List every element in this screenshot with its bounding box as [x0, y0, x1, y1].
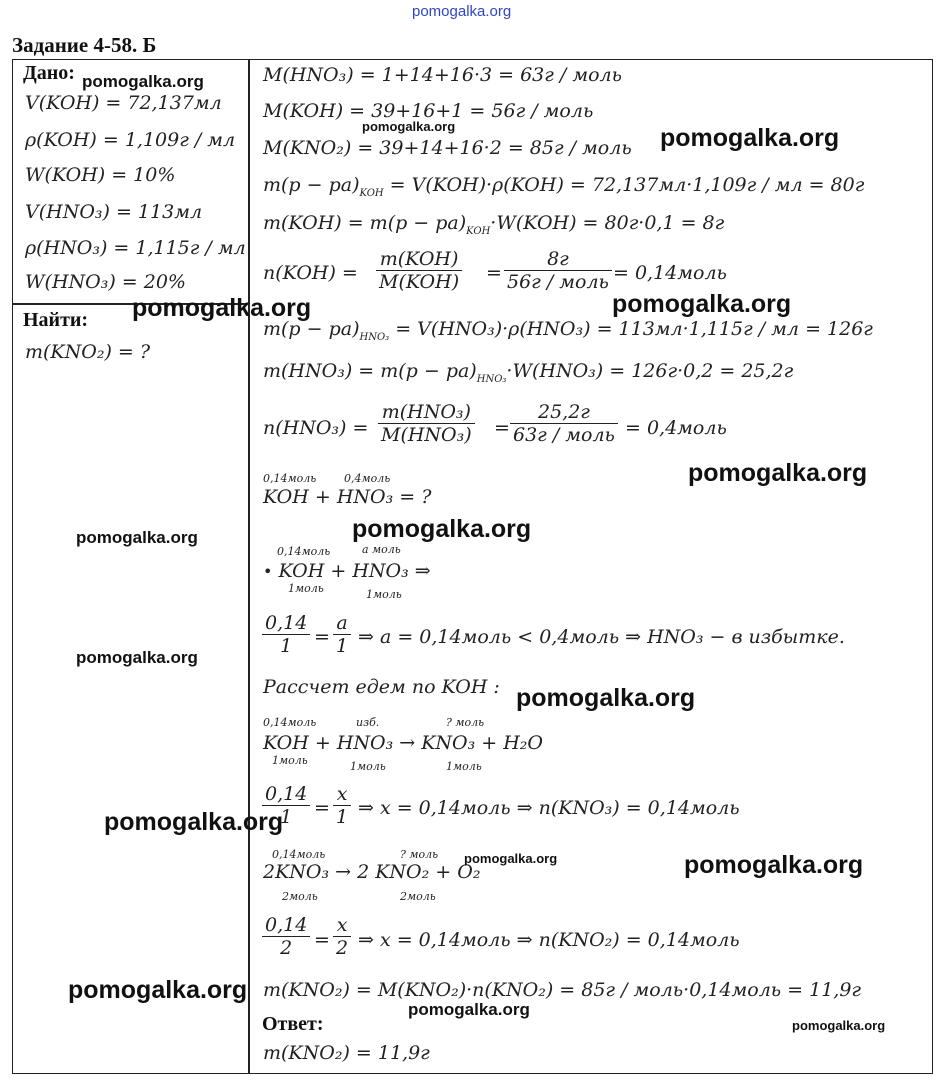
watermark: pomogalka.org — [464, 851, 558, 866]
equals-sign: = — [314, 797, 330, 819]
fraction: а 1 — [333, 612, 351, 657]
solution-line: ⇒ а = 0,14моль < 0,4моль ⇒ HNO₃ − в избытке. — [358, 626, 845, 648]
calculation-note: Рассчет едем по KOH : — [263, 676, 500, 698]
reaction-annotation: ? моль — [446, 716, 485, 729]
formula-lhs: n(KOH) = — [263, 262, 358, 284]
watermark: pomogalka.org — [82, 72, 204, 91]
watermark: pomogalka.org — [684, 851, 864, 879]
reaction-annotation: 1моль — [350, 760, 386, 773]
watermark: pomogalka.org — [408, 1000, 530, 1019]
reaction-annotation: 1моль — [446, 760, 482, 773]
solution-line: $m(KOH) = m(р - ра)_{KOH}\cdot W(KOH) = 80г\cdot 0,1 = 8г$ — [263, 212, 725, 237]
header-watermark: pomogalka.org — [412, 3, 512, 20]
reaction-annotation: 1моль — [366, 588, 402, 601]
fraction: m(HNO₃) M(HNO₃) — [378, 401, 475, 446]
watermark: pomogalka.org — [660, 124, 840, 152]
answer-value: m(KNO₂) = 11,9г — [263, 1042, 430, 1064]
formula-result: = 0,14моль — [613, 262, 727, 284]
watermark: pomogalka.org — [792, 1018, 886, 1033]
formula-result: = 0,4моль — [625, 417, 727, 439]
reaction-equation: KOH + HNO₃ = ? — [263, 486, 432, 508]
fraction: 8г 56г / моль — [504, 248, 612, 293]
fraction: 0,14 1 — [262, 783, 310, 828]
fraction: 0,14 1 — [262, 612, 310, 657]
watermark: pomogalka.org — [362, 119, 456, 134]
reaction-equation: 2KNO₃ → 2 KNO₂ + O₂ — [263, 861, 481, 883]
watermark: pomogalka.org — [76, 648, 198, 667]
fraction: 0,14 2 — [262, 914, 310, 959]
solution-line: M(KNO₂) = 39+14+16·2 = 85г / моль — [263, 137, 632, 159]
reaction-annotation: изб. — [356, 716, 380, 729]
reaction-annotation: 0,14моль — [277, 545, 331, 558]
find-label: Найти: — [23, 309, 89, 331]
watermark: pomogalka.org — [76, 528, 198, 547]
watermark: pomogalka.org — [132, 294, 312, 322]
equals-sign: = — [314, 929, 330, 951]
solution-line: M(HNO₃) = 1+14+16·3 = 63г / моль — [263, 64, 622, 86]
watermark: pomogalka.org — [612, 290, 792, 318]
watermark: pomogalka.org — [104, 808, 284, 836]
reaction-equation: KOH + HNO₃ → KNO₃ + H₂O — [263, 732, 543, 754]
solution-line: M(KOH) = 39+16+1 = 56г / моль — [263, 100, 594, 122]
solution-line: ⇒ x = 0,14моль ⇒ n(KNO₃) = 0,14моль — [358, 797, 740, 819]
reaction-equation: • KOH + HNO₃ ⇒ — [263, 560, 431, 582]
equals-sign: = — [486, 262, 502, 284]
reaction-annotation: а моль — [362, 543, 401, 556]
fraction: m(KOH) M(KOH) — [376, 248, 462, 293]
given-item: ρ(KOH) = 1,109г / мл — [25, 129, 236, 151]
reaction-annotation: 0,14моль — [263, 472, 317, 485]
fraction: x 1 — [333, 783, 351, 828]
reaction-annotation: 0,14моль — [263, 716, 317, 729]
column-divider — [248, 59, 250, 1074]
reaction-annotation: 2моль — [282, 890, 318, 903]
solution-line: $m(HNO_3) = m(р - ра)_{HNO_3}\cdot W(HNO_3) = 126г\cdot 0,2 = 25,2г$ — [263, 360, 794, 385]
given-label: Дано: — [23, 62, 75, 84]
watermark: pomogalka.org — [688, 459, 868, 487]
reaction-annotation: 0,4моль — [344, 472, 391, 485]
given-item: W(HNO₃) = 20% — [25, 271, 186, 293]
watermark: pomogalka.org — [68, 976, 248, 1004]
reaction-annotation: ? моль — [400, 848, 439, 861]
given-item: V(HNO₃) = 113мл — [25, 201, 203, 223]
given-item: ρ(HNO₃) = 1,115г / мл — [25, 237, 246, 259]
watermark: pomogalka.org — [352, 515, 532, 543]
reaction-annotation: 0,14моль — [272, 848, 326, 861]
answer-label: Ответ: — [262, 1013, 324, 1035]
given-item: W(KOH) = 10% — [25, 164, 176, 186]
fraction: x 2 — [333, 914, 351, 959]
solution-line: ⇒ x = 0,14моль ⇒ n(KNO₂) = 0,14моль — [358, 929, 740, 951]
formula-lhs: n(HNO₃) = — [263, 417, 369, 439]
find-item: m(KNO₂) = ? — [25, 341, 151, 363]
given-item: V(KOH) = 72,137мл — [25, 92, 222, 114]
reaction-annotation: 2моль — [400, 890, 436, 903]
equals-sign: = — [494, 417, 510, 439]
fraction: 25,2г 63г / моль — [510, 401, 618, 446]
equals-sign: = — [314, 626, 330, 648]
final-calculation: m(KNO₂) = M(KNO₂)·n(KNO₂) = 85г / моль·0,14моль = 11,9г — [263, 979, 862, 1001]
reaction-annotation: 1моль — [272, 754, 308, 767]
task-title: Задание 4-58. Б — [12, 33, 157, 57]
solution-line: $m(р - ра)_{KOH} = V(KOH)\cdot\rho(KOH) = 72,137мл\cdot 1,109г$ / мл = 80г — [263, 174, 865, 199]
watermark: pomogalka.org — [516, 684, 696, 712]
reaction-annotation: 1моль — [288, 582, 324, 595]
solution-line: $m(р - ра)_{HNO_3} = V(HNO_3)\cdot\rho(HNO_3) = 113мл\cdot 1,115г$ / мл = 126г — [263, 318, 873, 343]
